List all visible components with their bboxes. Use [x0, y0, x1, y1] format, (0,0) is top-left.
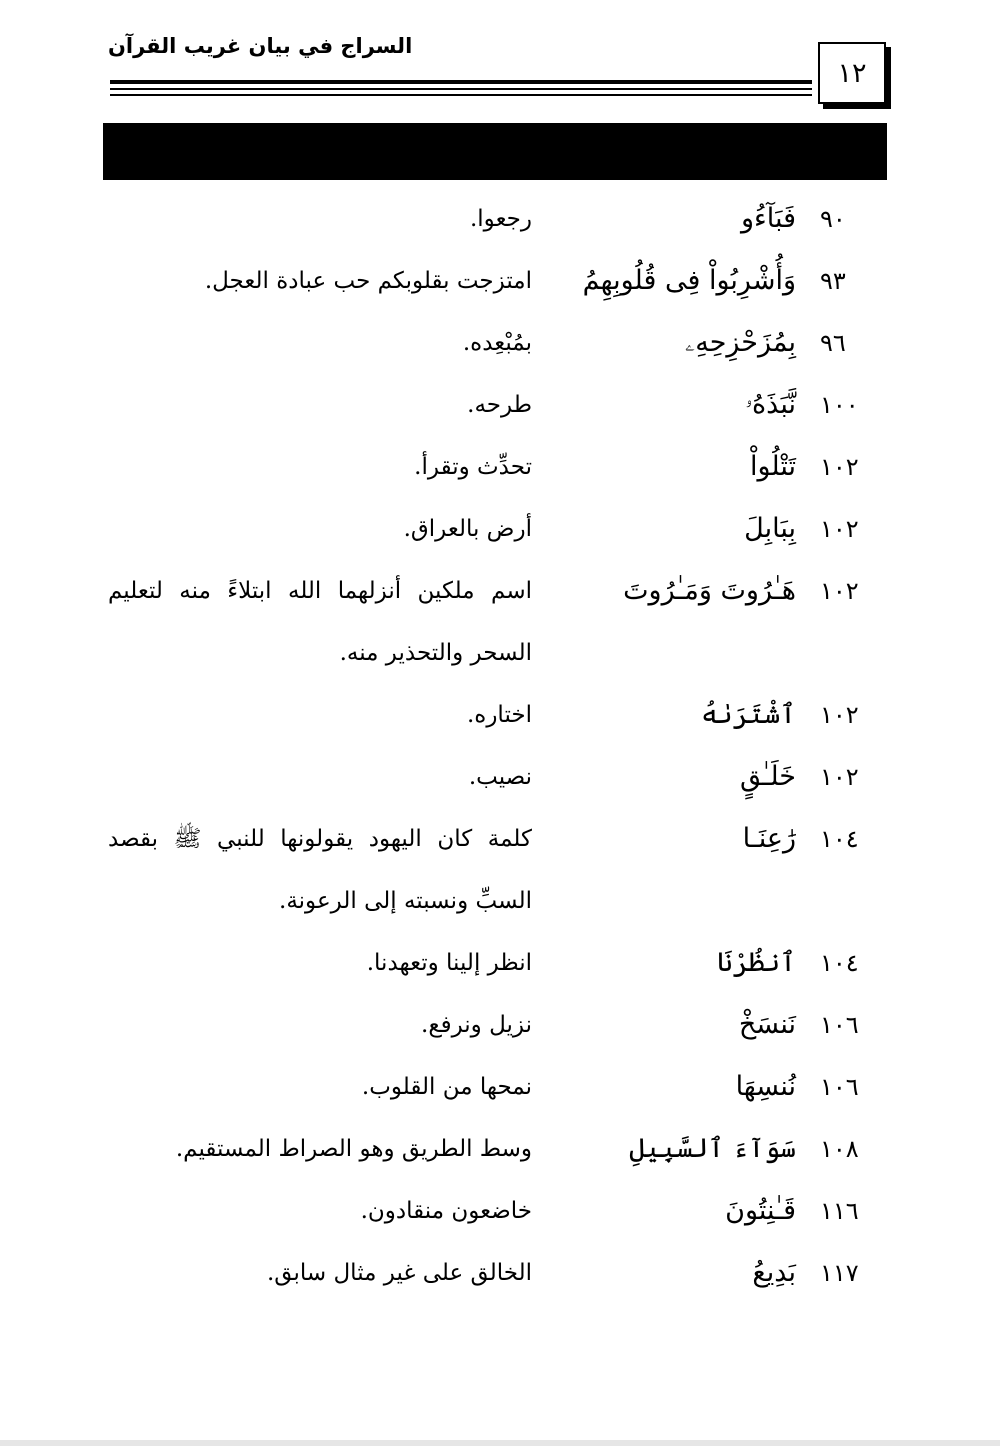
- glossary-entry: [0, 498, 1000, 560]
- verse-number: ١٠٢: [820, 515, 859, 543]
- quran-word: ٱنظُرْنَا: [716, 947, 796, 978]
- quran-word: سَوَآءَ ٱلسَّبِيلِ: [629, 1133, 796, 1164]
- glossary-entry: [0, 1118, 1000, 1180]
- word-meaning: اختاره.: [466, 702, 532, 728]
- glossary-entry: [0, 436, 1000, 498]
- glossary-entry: [0, 250, 1000, 312]
- glossary-entry: [0, 808, 1000, 932]
- verse-number: ٩٣: [820, 267, 846, 295]
- verse-number: ١٠٦: [820, 1073, 859, 1101]
- page-header: [0, 0, 1000, 120]
- glossary-entry: [0, 374, 1000, 436]
- verse-number: ١٠٠: [820, 391, 859, 419]
- glossary-entry: [0, 188, 1000, 250]
- glossary-entry: [0, 684, 1000, 746]
- glossary-entry: [0, 746, 1000, 808]
- book-title: السراج في بيان غريب القرآن: [108, 34, 413, 58]
- verse-number: ١٠٤: [820, 949, 859, 977]
- word-meaning: أرض بالعراق.: [403, 516, 532, 542]
- word-meaning: خاضعون منقادون.: [360, 1198, 532, 1224]
- glossary-entry: [0, 1056, 1000, 1118]
- header-rule: [110, 88, 812, 90]
- quran-word: نَنسَخْ: [738, 1009, 796, 1040]
- word-meaning: نمحها من القلوب.: [361, 1074, 532, 1100]
- quran-word: هَـٰرُوتَ وَمَـٰرُوتَ: [623, 575, 796, 606]
- verse-number: ٩٦: [820, 329, 846, 357]
- glossary-entry: [0, 932, 1000, 994]
- verse-number: ١٠٤: [820, 825, 859, 853]
- word-meaning: انظر إلينا وتعهدنا.: [366, 950, 532, 976]
- glossary-entry: [0, 1242, 1000, 1304]
- quran-word: خَلَـٰقٍ: [739, 761, 796, 792]
- glossary-entry: [0, 560, 1000, 684]
- word-meaning: نصيب.: [468, 764, 532, 790]
- quran-word: ٱشْتَرَىٰهُ: [701, 699, 796, 730]
- quran-word: تَتْلُواْ: [749, 451, 796, 482]
- quran-word: وَأُشْرِبُواْ فِى قُلُوبِهِمُ: [582, 265, 796, 296]
- verse-number: ١١٦: [820, 1197, 859, 1225]
- quran-word: فَبَآءُو: [740, 203, 796, 234]
- word-meaning: رجعوا.: [469, 206, 532, 232]
- glossary-entry: [0, 994, 1000, 1056]
- word-meaning: تحدِّث وتقرأ.: [414, 454, 532, 480]
- page-number: ١٢: [818, 42, 886, 104]
- word-meaning: طرحه.: [467, 392, 532, 418]
- glossary-list: [0, 188, 1000, 1304]
- word-meaning: اسم ملكين أنزلهما الله ابتلاءً منه لتعليم السحر والتحذير منه.: [108, 578, 532, 666]
- quran-word: بَدِيعُ: [752, 1257, 796, 1288]
- quran-word: بِمُزَحْزِحِهِۦ: [684, 327, 796, 358]
- quran-word: رَٰعِنَـا: [742, 823, 796, 854]
- verse-number: ١٠٦: [820, 1011, 859, 1039]
- header-rule: [110, 80, 812, 84]
- verse-number: ١٠٢: [820, 763, 859, 791]
- verse-number: ١٠٢: [820, 577, 859, 605]
- word-meaning: كلمة كان اليهود يقولونها للنبي ﷺ بقصد السبِّ ونسبته إلى الرعونة.: [108, 826, 532, 914]
- verse-number: ٩٠: [820, 205, 846, 233]
- verse-number: ١٠٢: [820, 701, 859, 729]
- word-meaning: بمُبْعِده.: [462, 330, 532, 356]
- quran-word: بِبَابِلَ: [744, 513, 796, 544]
- glossary-entry: [0, 1180, 1000, 1242]
- verse-number: ١٠٢: [820, 453, 859, 481]
- quran-word: قَـٰنِتُونَ: [725, 1195, 796, 1226]
- word-meaning: امتزجت بقلوبكم حب عبادة العجل.: [204, 268, 532, 294]
- quran-word: نَّبَذَهُۥ: [745, 389, 796, 420]
- glossary-entry: [0, 312, 1000, 374]
- section-banner: [103, 123, 887, 180]
- word-meaning: الخالق على غير مثال سابق.: [266, 1260, 532, 1286]
- word-meaning: وسط الطريق وهو الصراط المستقيم.: [175, 1136, 532, 1162]
- header-rule: [110, 94, 812, 96]
- verse-number: ١٠٨: [820, 1135, 859, 1163]
- quran-word: نُنسِهَا: [735, 1071, 796, 1102]
- page-edge: [0, 1440, 1000, 1446]
- word-meaning: نزيل ونرفع.: [421, 1012, 532, 1038]
- verse-number: ١١٧: [820, 1259, 859, 1287]
